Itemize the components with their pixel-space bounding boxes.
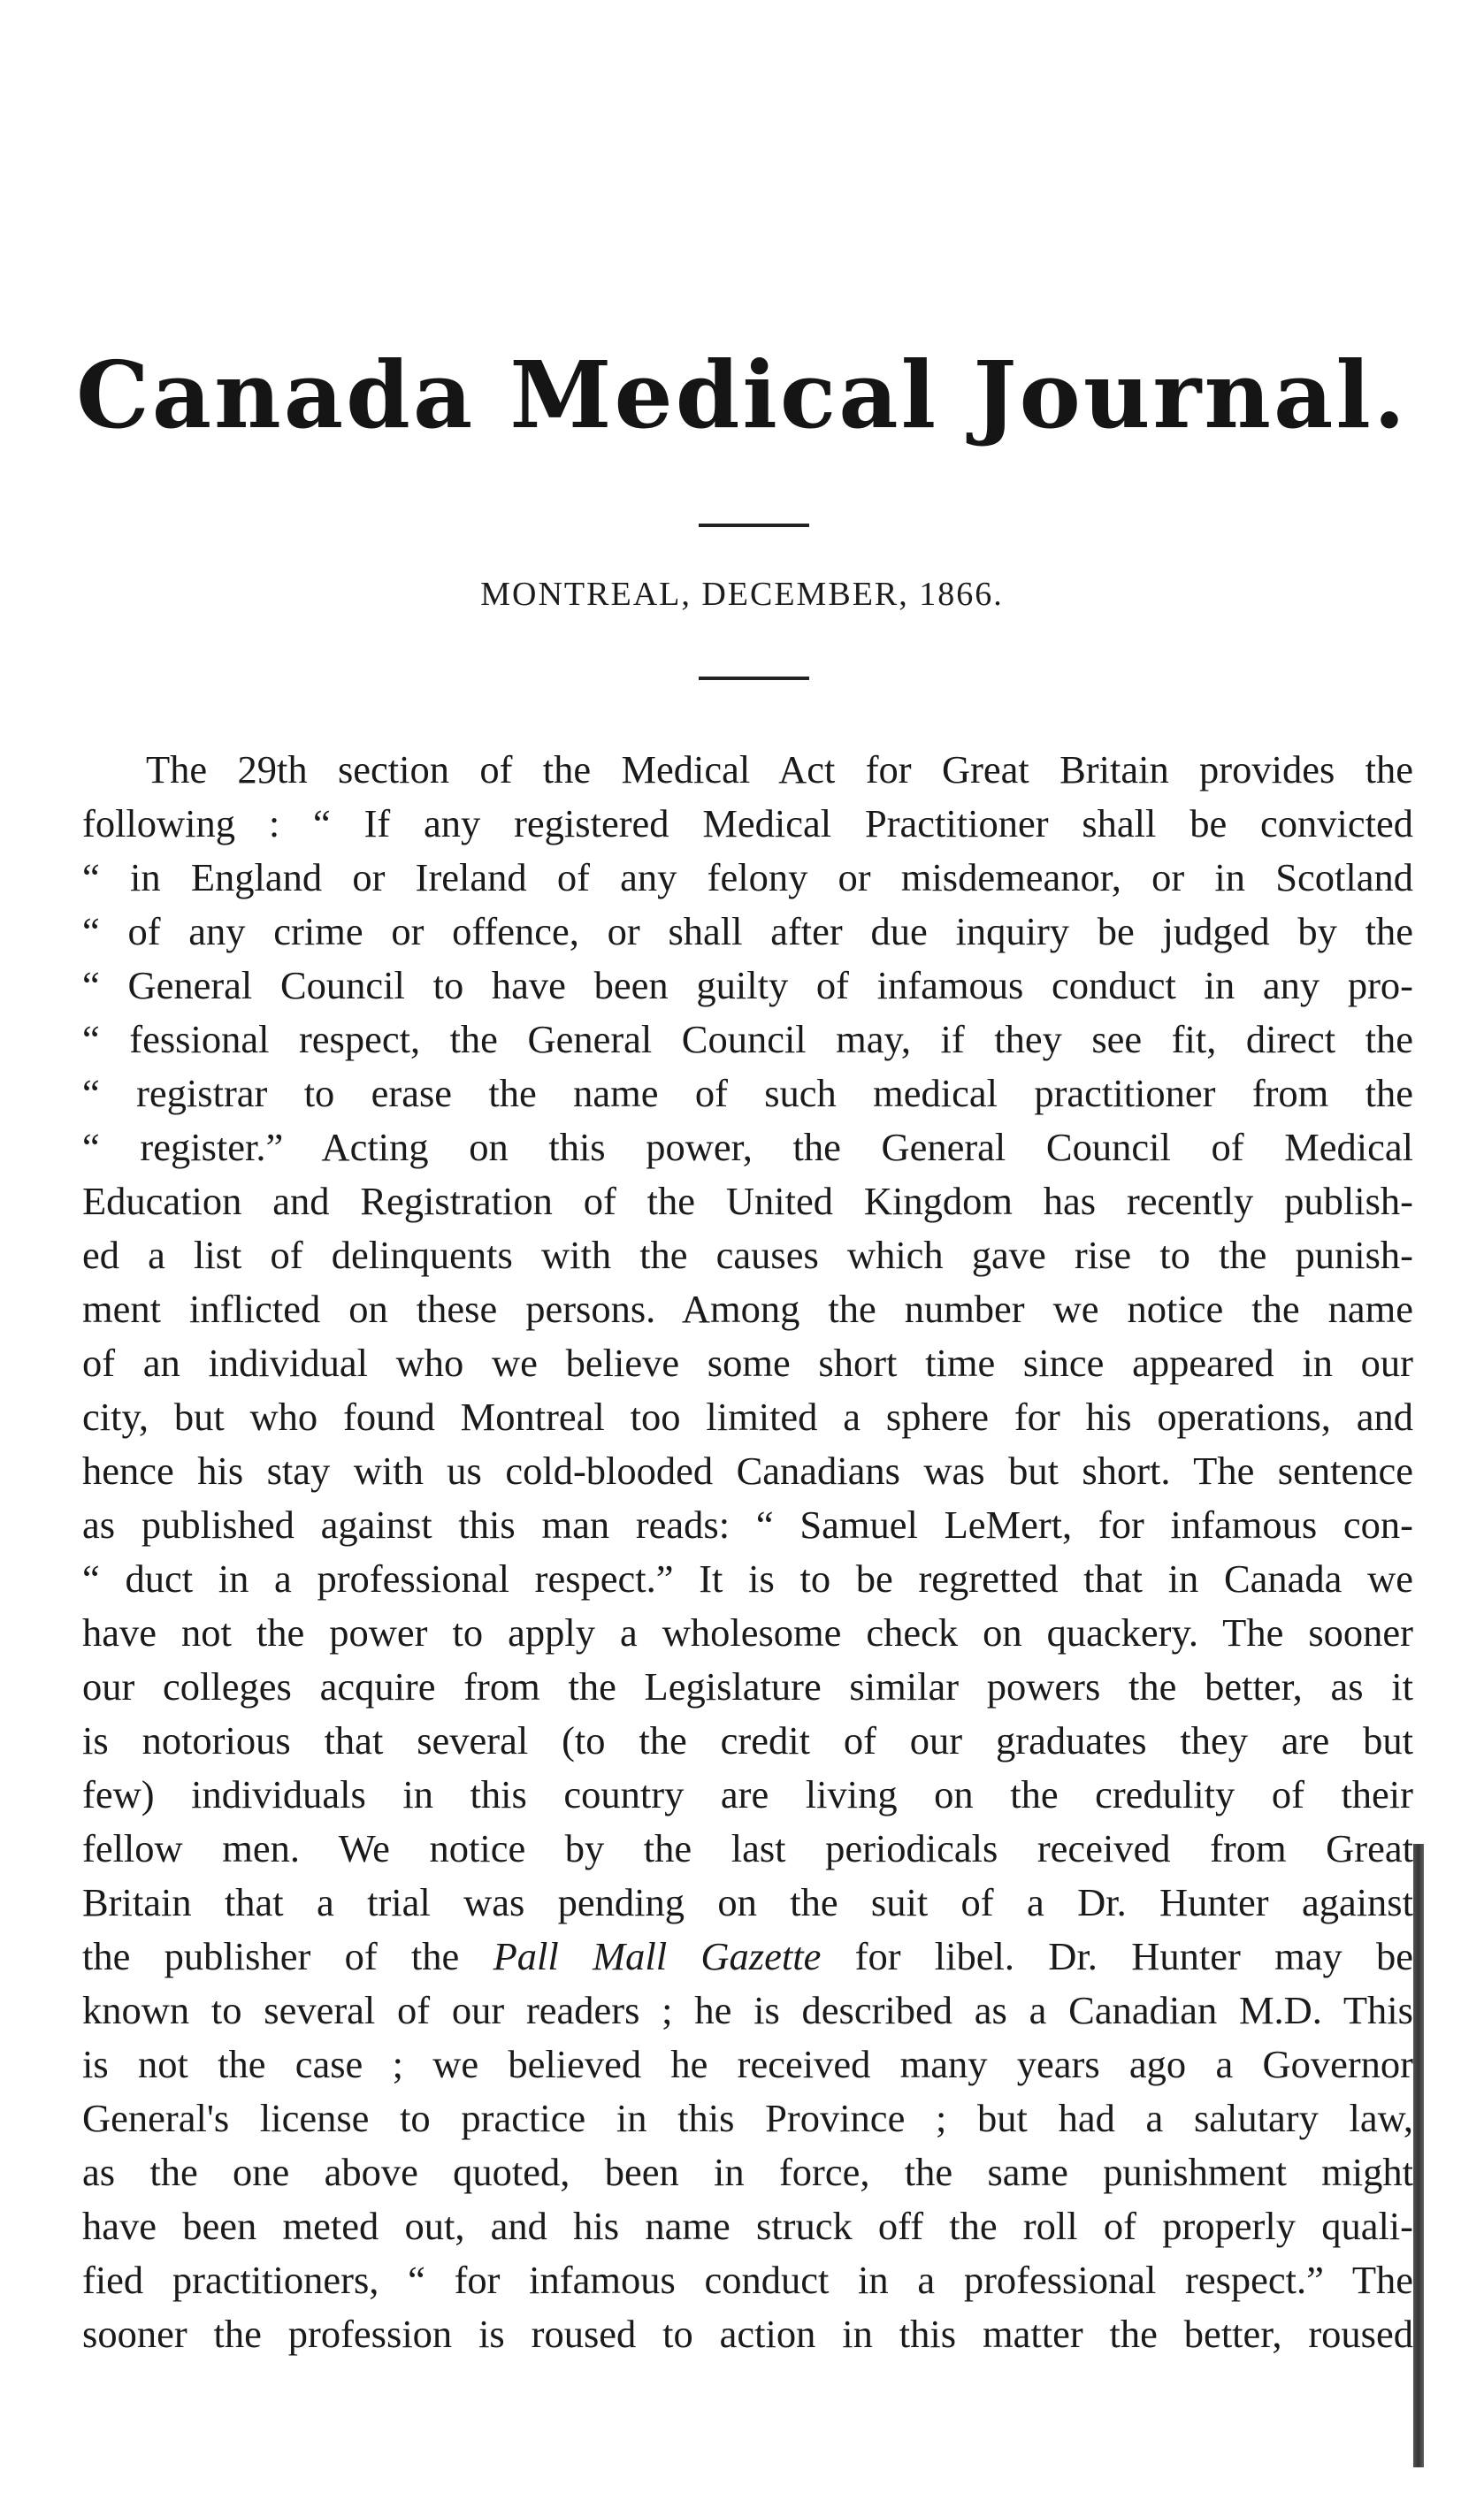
text-line: “ of any crime or offence, or shall after due inquiry be judged by the: [82, 909, 1413, 953]
text-line: have not the power to apply a wholesome check on quackery. The sooner: [82, 1610, 1413, 1655]
text-line: “ fessional respect, the General Council may, if they see fit, direct the: [82, 1017, 1413, 1061]
text-line: our colleges acquire from the Legislature similar powers the better, as it: [82, 1664, 1413, 1709]
text-line: ment inflicted on these persons. Among the number we notice the name: [82, 1287, 1413, 1331]
text-line: The 29th section of the Medical Act for Great Britain provides the: [146, 747, 1413, 791]
text-line: as the one above quoted, been in force, the same punishment might: [82, 2150, 1413, 2194]
text-line: fellow men. We notice by the last periodicals received from Great: [82, 1826, 1413, 1870]
divider-bottom: [699, 677, 809, 680]
text-segment: for libel. Dr. Hunter may be: [821, 1934, 1413, 1978]
page-edge-shadow: [1413, 1844, 1424, 2467]
journal-title: Canada Medical Journal.: [75, 340, 1409, 449]
text-line: “ duct in a professional respect.” It is to be regretted that in Canada we: [82, 1556, 1413, 1601]
text-line: General's license to practice in this Province ; but had a salutary law,: [82, 2096, 1413, 2140]
text-line: Education and Registration of the United Kingdom has recently publish-: [82, 1179, 1413, 1223]
text-line: is notorious that several (to the credit of our graduates they are but: [82, 1718, 1413, 1763]
text-line: few) individuals in this country are living on the credulity of their: [82, 1772, 1413, 1816]
text-line: “ register.” Acting on this power, the General Council of Medical: [82, 1125, 1413, 1169]
text-line: is not the case ; we believed he received many years ago a Governor: [82, 2042, 1413, 2086]
dateline: MONTREAL, DECEMBER, 1866.: [480, 576, 1004, 613]
text-line: “ registrar to erase the name of such medical practitioner from the: [82, 1071, 1413, 1115]
text-line: have been meted out, and his name struck off the roll of properly quali-: [82, 2204, 1413, 2248]
article-body: [82, 743, 1413, 2361]
text-line: sooner the profession is roused to action in this matter the better, roused: [82, 2312, 1413, 2356]
publication-name: Pall Mall Gazette: [493, 1934, 822, 1978]
text-line: following : “ If any registered Medical Practitioner shall be convicted: [82, 801, 1413, 845]
text-line: known to several of our readers ; he is described as a Canadian M.D. This: [82, 1988, 1413, 2032]
text-line: of an individual who we believe some short time since appeared in our: [82, 1341, 1413, 1385]
divider-top: [699, 524, 809, 527]
text-line: Britain that a trial was pending on the suit of a Dr. Hunter against: [82, 1880, 1413, 1924]
text-line: “ in England or Ireland of any felony or misdemeanor, or in Scotland: [82, 855, 1413, 899]
text-segment: the publisher of the: [82, 1934, 493, 1978]
text-line-with-italic: [82, 1930, 1413, 1984]
text-line: as published against this man reads: “ Samuel LeMert, for infamous con-: [82, 1503, 1413, 1547]
text-line: ed a list of delinquents with the causes which gave rise to the punish-: [82, 1233, 1413, 1277]
text-line: “ General Council to have been guilty of infamous conduct in any pro-: [82, 963, 1413, 1007]
text-line: fied practitioners, “ for infamous conduct in a professional respect.” The: [82, 2258, 1413, 2302]
text-line: city, but who found Montreal too limited a sphere for his operations, and: [82, 1395, 1413, 1439]
text-line: hence his stay with us cold-blooded Canadians was but short. The sentence: [82, 1449, 1413, 1493]
